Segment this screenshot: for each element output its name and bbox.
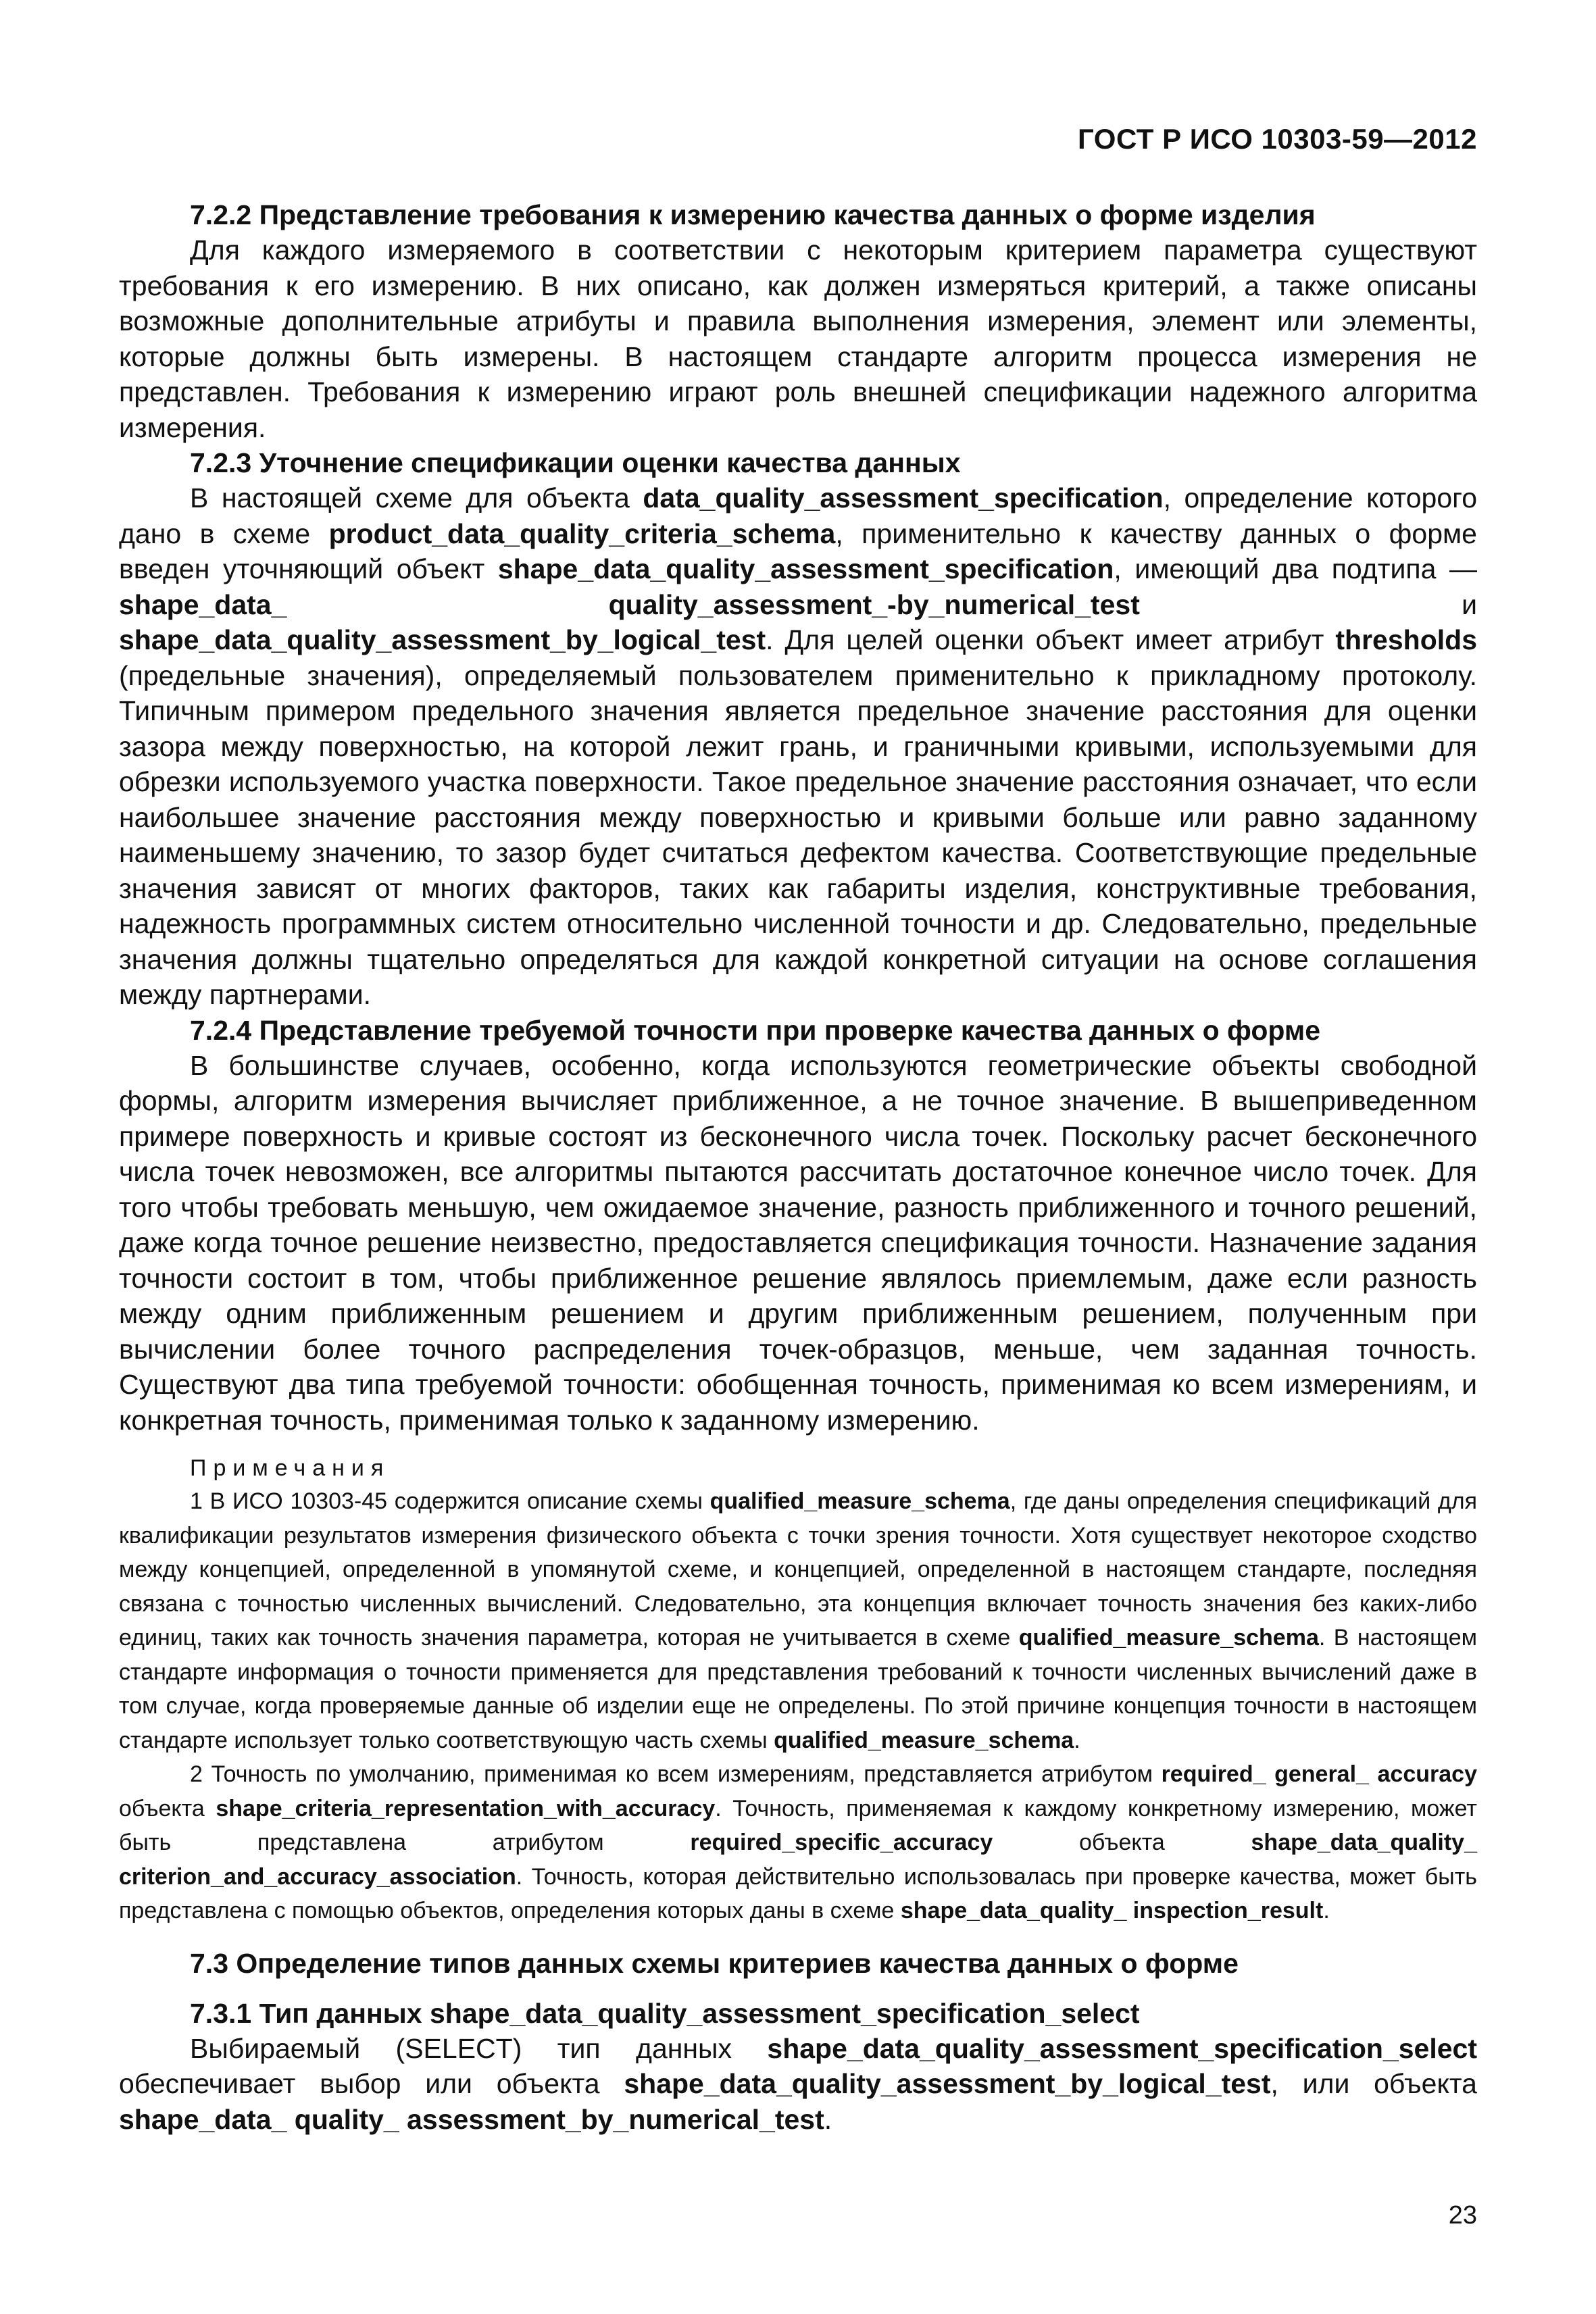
heading-7-3: 7.3 Определение типов данных схемы критериев качества данных о форме [190,1947,1239,1979]
heading-7-3-1: 7.3.1 Тип данных shape_data_quality_assessment_specification_select [190,1997,1140,2029]
note-1: 1 В ИСО 10303-45 содержится описание схемы qualified_measure_schema, где даны определения спецификаций для квалификации результатов измерения физического объекта с точки зрения точности. Хотя существует некоторое сходство между концепцией, определенной в упомянутой схеме, и концепцией, определенной в настоящем стандарте, последняя связана с точностью численных вычислений. Следовательно, эта концепция включает точность значения без каких-либо единиц, таких как точность значения параметра, которая не учитывается в схеме qualified_measure_schema. В настоящем стандарте информация о точности применяется для представления требований к точности численных вычислений даже в том случае, когда проверяемые данные об изделии еще не определены. По этой причине концепция точности в настоящем стандарте использует только соответствующую часть схемы qualified_measure_schema. [119,1488,1477,1753]
heading-7-2-2: 7.2.2 Представление требования к измерению качества данных о форме изделия [190,199,1316,230]
paragraph-7-2-4: В большинстве случаев, особенно, когда используются геометрические объекты свободной формы, алгоритм измерения вычисляет приближенное, а не точное значение. В вышеприведенном примере поверхность и кривые состоят из бесконечного числа точек. Поскольку расчет бесконечного числа точек невозможен, все алгоритмы пытаются рассчитать достаточное конечное число точек. Для того чтобы требовать меньшую, чем ожидаемое значение, разность приближенного и точного решений, даже когда точное решение неизвестно, предоставляется спецификация точности. Назначение задания точности состоит в том, чтобы приближенное решение являлось приемлемым, даже если разность между одним приближенным решением и другим приближенным решением, полученным при вычислении более точного распределения точек-образцов, меньше, чем заданная точность. Существуют два типа требуемой точности: обобщенная точность, применимая ко всем измерениям, и конкретная точность, применимая только к заданному измерению. [119,1049,1477,1436]
heading-7-2-3: 7.2.3 Уточнение спецификации оценки качества данных [190,447,961,478]
page-content [119,197,1477,2137]
heading-7-2-4: 7.2.4 Представление требуемой точности при проверке качества данных о форме [190,1014,1321,1046]
paragraph-7-2-2: Для каждого измеряемого в соответствии с некоторым критерием параметра существуют требования к его измерению. В них описано, как должен измеряться критерий, а также описаны возможные дополнительные атрибуты и правила выполнения измерения, элемент или элементы, которые должны быть измерены. В настоящем стандарте алгоритм процесса измерения не представлен. Требования к измерению играют роль внешней спецификации надежного алгоритма измерения. [119,234,1477,443]
note-2: 2 Точность по умолчанию, применимая ко всем измерениям, представляется атрибутом required_ general_ accuracy объекта shape_criteria_representation_with_accuracy. Точность, применяемая к каждому конкретному измерению, может быть представлена атрибутом required_specific_accuracy объекта shape_data_quality_ criterion_and_accuracy_association. Точность, которая действительно использовалась при проверке качества, может быть представлена с помощью объектов, определения которых даны в схеме shape_data_quality_ inspection_result. [119,1761,1477,1923]
paragraph-7-2-3: В настоящей схеме для объекта data_quality_assessment_specification, определение которого дано в схеме product_data_quality_criteria_schema, применительно к качеству данных о форме введен уточняющий объект shape_data_quality_assessment_specification, имеющий два подтипа — shape_data_ quality_assessment_-by_numerical_test и shape_data_quality_assessment_by_logical_test. Для целей оценки объект имеет атрибут thresholds (предельные значения), определяемый пользователем применительно к прикладному протоколу. Типичным примером предельного значения является предельное значение расстояния для оценки зазора между поверхностью, на которой лежит грань, и граничными кривыми, используемыми для обрезки используемого участка поверхности. Такое предельное значение расстояния означает, что если наибольшее значение расстояния между поверхностью и кривыми больше или равно заданному наименьшему значению, то зазор будет считаться дефектом качества. Соответствующие предельные значения зависят от многих факторов, таких как габариты изделия, конструктивные требования, надежность программных систем относительно численной точности и др. Следовательно, предельные значения должны тщательно определяться для каждой конкретной ситуации на основе соглашения между партнерами. [119,482,1477,1010]
paragraph-7-3-1: Выбираемый (SELECT) тип данных shape_data_quality_assessment_specification_select обеспечивает выбор или объекта shape_data_quality_assessment_by_logical_test, или объекта shape_data_ quality_ assessment_by_numerical_test. [119,2032,1477,2135]
notes-title: Примечания [190,1455,391,1481]
page-number: 23 [1448,2201,1477,2230]
standard-header: ГОСТ Р ИСО 10303-59—2012 [1078,123,1477,155]
